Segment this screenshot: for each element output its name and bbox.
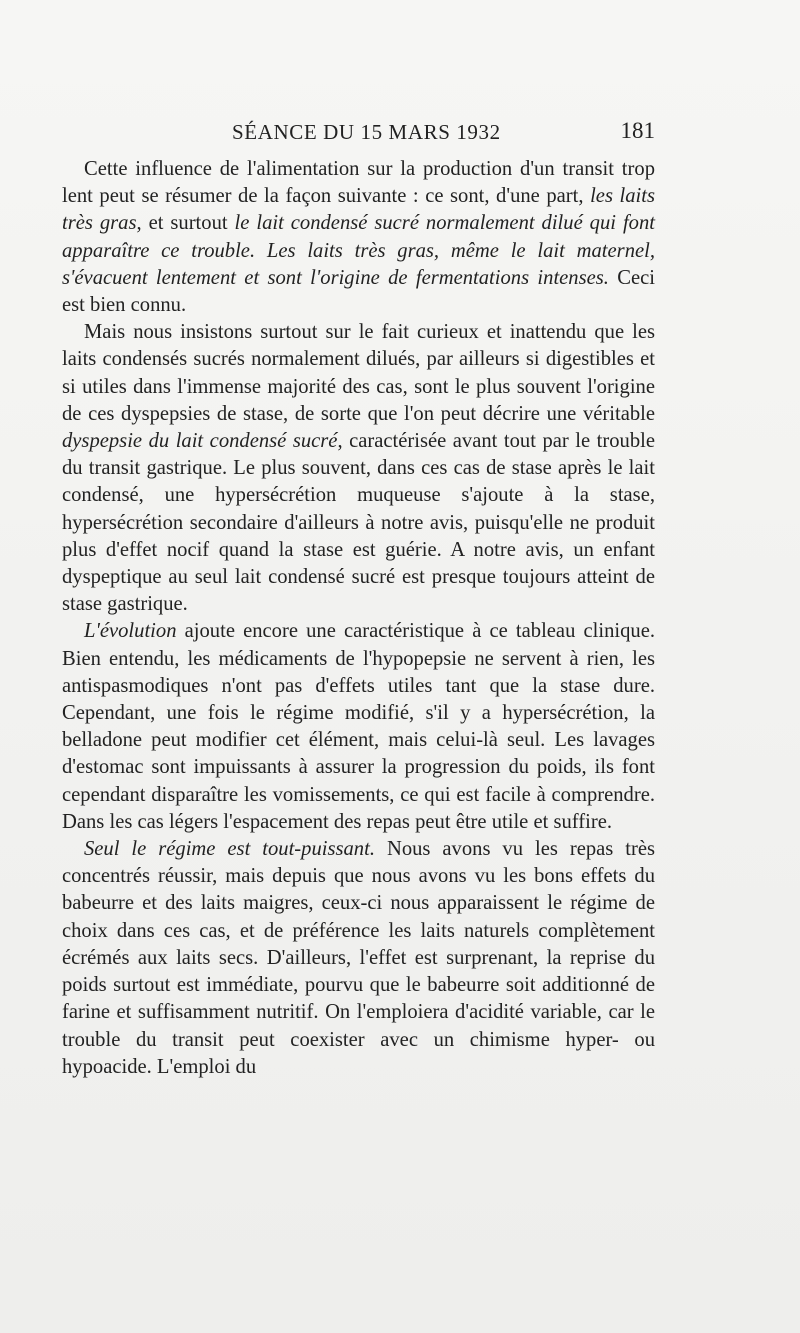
page-number: 181: [620, 118, 655, 143]
page-header: [62, 118, 655, 150]
italic-run: Seul le régime est tout-puissant.: [84, 838, 375, 861]
text-run: Ceci est bien connu.: [62, 266, 656, 317]
text-run: Cette influence de l'alimentation sur la production d'un transit trop lent peut se résumer de la façon suivante : ce sont, d'une part,: [62, 158, 655, 208]
body-text: [62, 156, 655, 1081]
text-run: , caractérisée avant tout par le trouble du transit gastrique. Le plus souvent, dans ces cas de stase après le lait condensé, une hypersécrétion muqueuse s'ajoute à la stase, hypersécrétion secondaire d'ailleurs à notre avis, puisqu'elle ne produit plus d'effet nocif quand la stase est guérie. A notre avis, un enfant dyspeptique au seul lait condensé sucré est presque toujours atteint de stase gastrique.: [62, 430, 655, 616]
italic-run: les laits très gras: [62, 185, 655, 235]
paragraph: [62, 836, 655, 1081]
text-run: ajoute encore une caractéristique à ce tableau clinique. Bien entendu, les médicaments de l'hypopepsie ne servent à rien, les antispasmodiques n'ont pas d'effets utiles tant que la stase dure. Cependant, une fois le régime modifié, s'il y a hypersécrétion, la belladone peut modifier cet élément, mais celui-là seul. Les lavages d'estomac sont impuissants à assurer la progression du poids, ils font cependant disparaître les vomissements, ce qui est facile à comprendre. Dans les cas légers l'espacement des repas peut être utile et suffire.: [62, 620, 655, 833]
paragraph: [62, 156, 655, 319]
text-run: Nous avons vu les repas très concentrés réussir, mais depuis que nous avons vu les bons effets du babeurre et des laits maigres, ceux-ci nous apparaissent le régime de choix dans ces cas, et de préférence les laits naturels complètement écrémés aux laits secs. D'ailleurs, l'effet est surprenant, la reprise du poids surtout est immédiate, pourvu que le babeurre soit additionné de farine et suffisamment nutritif. On l'emploiera d'acidité variable, car le trouble du transit peut coexister avec un chimisme hyper- ou hypoacide. L'emploi du: [62, 838, 655, 1078]
italic-run: le lait condensé sucré normalement dilué qui font apparaître ce trouble. Les laits très gras, même le lait maternel, s'évacuent lentement et sont l'origine de fermentations intenses.: [62, 212, 655, 289]
paragraph: [62, 319, 655, 618]
running-title: SÉANCE DU 15 MARS 1932: [232, 120, 501, 144]
text-run: , et surtout: [136, 212, 235, 235]
italic-run: dyspepsie du lait condensé sucré: [62, 430, 338, 453]
paragraph: [62, 618, 655, 836]
text-run: Mais nous insistons surtout sur le fait curieux et inattendu que les laits condensés sucrés normalement dilués, par ailleurs si digestibles et si utiles dans l'immense majorité des cas, sont le plus souvent l'origine de ces dyspepsies de stase, de sorte que l'on peut décrire une véritable: [62, 321, 655, 425]
italic-run: L'évolution: [84, 620, 177, 643]
